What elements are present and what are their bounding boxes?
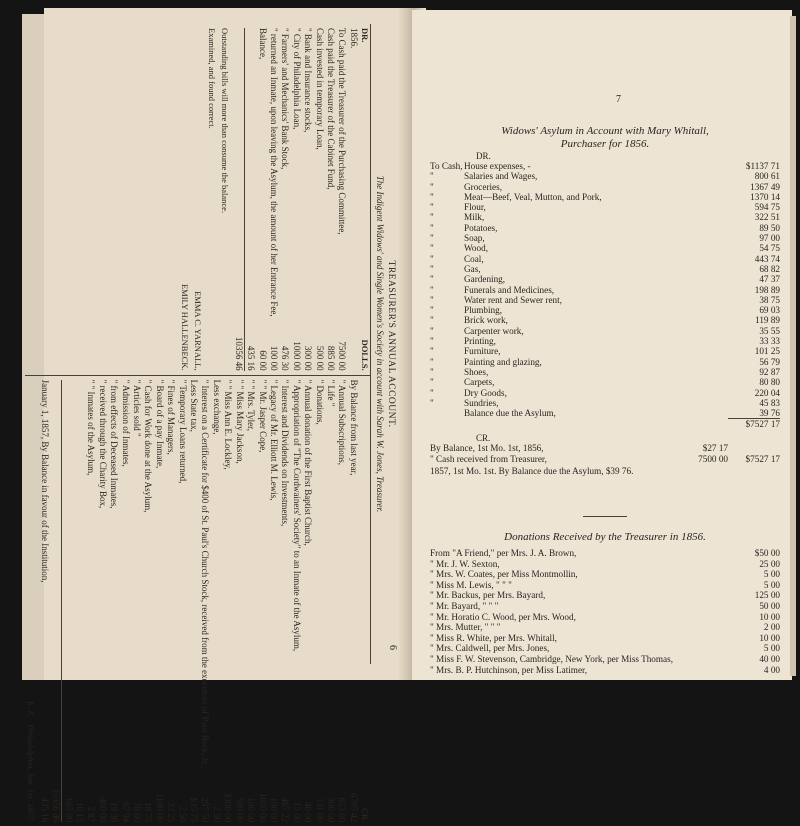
credit-text: By Balance from last year, bbox=[348, 379, 359, 476]
donation-desc: " Mrs. Caldwell, per Mrs. Jones, bbox=[430, 643, 550, 654]
donation-amount: 10 00 bbox=[759, 611, 780, 622]
donation-row bbox=[430, 569, 780, 580]
purchaser-dr: DR. bbox=[476, 151, 491, 161]
purchase-amount: 101 25 bbox=[754, 346, 780, 357]
credit-text: " Interest and Dividends on Investments, bbox=[280, 379, 291, 527]
credit-amount: 2 50 bbox=[211, 806, 222, 823]
purchase-amount: 1370 14 bbox=[750, 191, 780, 202]
credit-text: " " Mrs. Tyler, bbox=[246, 379, 257, 432]
credit-amount: 6785 42 bbox=[348, 793, 359, 823]
debit-amount: 60 00 bbox=[257, 350, 268, 371]
debit-row bbox=[279, 28, 290, 371]
credit-row bbox=[108, 380, 119, 823]
credit-amount: 653 00 bbox=[337, 797, 348, 823]
credit-amount: 400 00 bbox=[97, 797, 108, 823]
credit-row bbox=[62, 380, 73, 823]
debit-column bbox=[25, 24, 370, 376]
closing-line: 1857, 1st Mo. 1st. By Balance due the Asylum, $39 76. bbox=[430, 466, 634, 477]
purchase-row bbox=[430, 388, 780, 398]
debit-amount: 476 30 bbox=[280, 345, 291, 371]
cr-label: CR. bbox=[360, 807, 371, 823]
purchase-desc: Meat—Beef, Veal, Mutton, and Pork, bbox=[464, 191, 602, 202]
purchase-row bbox=[430, 192, 780, 202]
credit-amount: $35 75 bbox=[189, 797, 200, 823]
credit-amount: 300 00 bbox=[325, 797, 336, 823]
donation-amount: 2 00 bbox=[763, 622, 780, 633]
purchase-prefix: " bbox=[430, 253, 434, 264]
credit-text: " Annual donation of the First Baptist Church, bbox=[303, 379, 314, 546]
purchase-amount: 45 83 bbox=[759, 397, 780, 408]
donation-desc: From "A Friend," per Mrs. J. A. Brown, bbox=[430, 548, 577, 559]
purchase-prefix: " bbox=[430, 212, 434, 223]
credit-text: " " Inmates of the Asylum, bbox=[86, 379, 97, 476]
credit-text: " Admission of Inmates, bbox=[120, 379, 131, 467]
credit-text bbox=[74, 380, 85, 769]
donation-row bbox=[430, 654, 780, 665]
cr-sub: 7500 00 bbox=[698, 453, 728, 464]
credit-text bbox=[62, 380, 73, 769]
debit-row bbox=[256, 28, 267, 371]
purchase-prefix: " bbox=[430, 366, 434, 377]
credit-text: " Life " bbox=[325, 379, 336, 407]
credit-row bbox=[325, 380, 336, 823]
purchase-row bbox=[430, 398, 780, 408]
credit-row bbox=[188, 380, 199, 823]
purchase-prefix: " bbox=[430, 294, 434, 305]
purchase-row bbox=[430, 264, 780, 274]
purchase-prefix: " bbox=[430, 274, 434, 285]
purchase-amount: 97 00 bbox=[759, 233, 780, 244]
left-page bbox=[26, 8, 412, 823]
credit-amount: 19 36 bbox=[109, 802, 120, 823]
credit-row bbox=[302, 380, 313, 823]
credit-amount: 18 75 bbox=[143, 802, 154, 823]
debit-text bbox=[245, 28, 256, 317]
credit-row bbox=[222, 380, 233, 823]
credit-amount: 500 00 bbox=[234, 797, 245, 823]
credit-row bbox=[256, 380, 267, 823]
credit-amount: 2 87 bbox=[86, 806, 97, 823]
purchase-desc: Salaries and Wages, bbox=[464, 171, 538, 182]
credit-text: " " Miss Mary Jackson, bbox=[234, 379, 245, 464]
credit-amount: 100 00 bbox=[246, 797, 257, 823]
purchase-desc: Water rent and Sewer rent, bbox=[464, 294, 562, 305]
purchase-row bbox=[430, 295, 780, 305]
credit-row bbox=[119, 380, 130, 823]
purchase-desc: Dry Goods, bbox=[464, 387, 507, 398]
donation-row bbox=[430, 665, 780, 676]
year-label: 1856. bbox=[348, 28, 359, 49]
credit-amount: 10 15 bbox=[75, 802, 86, 823]
donation-amount: 50 00 bbox=[759, 600, 780, 611]
debit-text: " returned an Inmate, upon leaving the Asylum, the amount of her Entrance Fee, bbox=[268, 28, 279, 317]
purchase-amount: 220 04 bbox=[754, 387, 780, 398]
credit-row bbox=[290, 380, 301, 823]
cr-desc: " Cash received from Treasurer, bbox=[430, 453, 547, 464]
credit-row bbox=[176, 380, 187, 823]
credit-amount: 1000 00 bbox=[257, 793, 268, 823]
purchase-amount: 47 37 bbox=[759, 274, 780, 285]
credit-amount: 15 00 bbox=[291, 802, 302, 823]
credit-amount: 40 00 bbox=[303, 802, 314, 823]
purchase-prefix: " bbox=[430, 202, 434, 213]
debit-amount: 100 00 bbox=[268, 345, 279, 371]
purchase-desc: Potatoes, bbox=[464, 222, 498, 233]
donation-amount: 25 00 bbox=[759, 558, 780, 569]
credit-row bbox=[199, 380, 210, 823]
donation-amount: 10 00 bbox=[759, 632, 780, 643]
credit-row bbox=[313, 380, 324, 823]
place-date: Philadelphia, Jan. 1st, 1857. bbox=[26, 724, 37, 823]
purchase-amount: 800 61 bbox=[754, 171, 780, 182]
purchase-desc: Painting and glazing, bbox=[464, 356, 542, 367]
purchase-amount: 35 55 bbox=[759, 325, 780, 336]
credit-amount: 1100 00 bbox=[154, 793, 165, 823]
donation-rows bbox=[430, 548, 780, 675]
purchase-row bbox=[430, 336, 780, 346]
purchase-amount: 443 74 bbox=[754, 253, 780, 264]
purchase-desc: Flour, bbox=[464, 202, 486, 213]
purchase-prefix: " bbox=[430, 346, 434, 357]
purchase-amount: 39 76 bbox=[759, 408, 780, 419]
credit-row bbox=[211, 380, 222, 823]
debit-text: Cash paid the Treasurer of the Cabinet Fund, bbox=[325, 28, 336, 190]
credit-amount: 467 22 bbox=[280, 797, 291, 823]
credit-row bbox=[153, 380, 164, 823]
credit-amount: 67 94 bbox=[120, 802, 131, 823]
debit-row bbox=[245, 28, 256, 371]
purchase-amount: 89 50 bbox=[759, 222, 780, 233]
purchase-desc: Coal, bbox=[464, 253, 484, 264]
purchase-desc: Carpets, bbox=[464, 377, 495, 388]
cr-row bbox=[430, 443, 780, 453]
debit-row bbox=[336, 28, 347, 371]
debit-text: " Farmers' and Mechanics' Bank Stock, bbox=[280, 28, 291, 170]
purchase-desc: Shoes, bbox=[464, 366, 489, 377]
purchase-amount: $1137 71 bbox=[745, 161, 780, 171]
purchase-prefix: " bbox=[430, 191, 434, 202]
debit-row bbox=[325, 28, 336, 371]
donation-row bbox=[430, 590, 780, 601]
credit-text: " Donations, bbox=[314, 379, 325, 425]
purchase-prefix: " bbox=[430, 181, 434, 192]
purchase-amount: 322 51 bbox=[754, 212, 780, 223]
purchase-desc: Printing, bbox=[464, 336, 496, 347]
credit-amount: $300 00 bbox=[223, 793, 234, 823]
purchase-desc: House expenses, - bbox=[464, 161, 531, 171]
credit-amount: 331 00 bbox=[314, 797, 325, 823]
donation-desc: " Mrs. B. P. Hutchinson, per Miss Latimer, bbox=[430, 664, 588, 675]
debit-row bbox=[268, 28, 279, 371]
donation-row bbox=[430, 580, 780, 591]
debit-amount: 885 00 bbox=[325, 345, 336, 371]
cr-amount bbox=[728, 443, 780, 453]
credit-text: " " Mr. Jasper Cope, bbox=[257, 379, 268, 453]
donation-amount: 5 00 bbox=[763, 579, 780, 590]
purchase-row bbox=[430, 305, 780, 315]
purchase-prefix: " bbox=[430, 263, 434, 274]
credit-text: Less exchange, bbox=[211, 379, 222, 435]
purchase-row bbox=[430, 202, 780, 212]
purchase-desc: Sundries, bbox=[464, 397, 499, 408]
credit-row bbox=[96, 380, 107, 823]
purchase-row bbox=[430, 408, 780, 418]
credit-row bbox=[279, 380, 290, 823]
donation-amount: 5 00 bbox=[763, 643, 780, 654]
donations-heading: Donations Received by the Treasurer in 1856. bbox=[504, 531, 706, 544]
purchaser-heading: Widows' Asylum in Account with Mary Whitall, bbox=[501, 125, 709, 137]
donation-desc: " Mrs. W. Coates, per Miss Montmollin, bbox=[430, 569, 578, 580]
purchase-prefix: To Cash, bbox=[430, 161, 463, 171]
purchase-desc: Wood, bbox=[464, 243, 489, 254]
debit-row bbox=[302, 28, 313, 371]
credit-amount: 33 25 bbox=[166, 802, 177, 823]
credit-text: " received through the Charity Box, bbox=[97, 379, 108, 509]
debit-row bbox=[290, 28, 301, 371]
purchase-prefix: " bbox=[430, 233, 434, 244]
credit-row bbox=[131, 380, 142, 823]
donation-row bbox=[430, 633, 780, 644]
dollars-header: DOLLS. bbox=[360, 339, 371, 371]
donation-row bbox=[430, 559, 780, 570]
credit-text: " Fines of Managers, bbox=[166, 379, 177, 455]
purchase-amount: 56 79 bbox=[759, 356, 780, 367]
credit-row bbox=[268, 380, 279, 823]
donation-row bbox=[430, 622, 780, 633]
purchase-prefix: " bbox=[430, 171, 434, 182]
donation-row bbox=[430, 601, 780, 612]
credit-amount: 165 00 bbox=[63, 797, 74, 823]
purchase-amount: 198 89 bbox=[754, 284, 780, 295]
credit-row bbox=[74, 380, 85, 823]
debit-amount: 1000 00 bbox=[291, 341, 302, 371]
debit-text: Cash invested in temporary Loan, bbox=[314, 28, 325, 150]
debit-text: " City of Philadelphia Loan, bbox=[291, 28, 302, 130]
credit-text: " Interest on a Certificate for $400 of St. Paul's Church Stock, received from the executors of Paul Beck, Jr., bbox=[200, 379, 211, 769]
donation-desc: " Mr. J. W. Sexton, bbox=[430, 558, 500, 569]
credit-amount: 78 00 bbox=[132, 802, 143, 823]
purchase-row bbox=[430, 346, 780, 356]
purchase-amount: 92 87 bbox=[759, 366, 780, 377]
cr-sub: $27 17 bbox=[702, 443, 728, 454]
treasurer-account-rotated bbox=[26, 24, 398, 823]
purchase-desc: Furniture, bbox=[464, 346, 501, 357]
purchase-row bbox=[430, 315, 780, 325]
purchase-row bbox=[430, 223, 780, 233]
purchase-prefix: " bbox=[430, 387, 434, 398]
credit-text: " Temporary Loans returned, bbox=[177, 379, 188, 484]
purchase-prefix: " bbox=[430, 377, 434, 388]
purchase-desc: Funerals and Medicines, bbox=[464, 284, 555, 295]
purchase-row bbox=[430, 233, 780, 243]
purchase-row bbox=[430, 357, 780, 367]
debit-text: To Cash paid the Treasurer of the Purchasing Committee, bbox=[337, 28, 348, 235]
credit-row bbox=[233, 380, 244, 823]
auditor-1: EMMA C. YARNALL, bbox=[193, 291, 204, 371]
purchase-prefix: " bbox=[430, 397, 434, 408]
left-page-number: 6 bbox=[387, 645, 398, 650]
credit-rows bbox=[62, 380, 359, 823]
purchase-prefix: " bbox=[430, 305, 434, 316]
debit-total: 10356 46 bbox=[233, 336, 244, 371]
purchase-prefix: " bbox=[430, 243, 434, 254]
purchase-row bbox=[430, 161, 780, 171]
debit-amount: 7500 00 bbox=[337, 341, 348, 371]
debit-amount: 500 00 bbox=[314, 345, 325, 371]
purchase-amount: 80 80 bbox=[759, 377, 780, 388]
purchase-amount: 1367 49 bbox=[750, 181, 780, 192]
purchase-prefix: " bbox=[430, 325, 434, 336]
donation-amount: 5 00 bbox=[763, 569, 780, 580]
debit-row bbox=[313, 28, 324, 371]
purchase-desc: Milk, bbox=[464, 212, 485, 223]
purchase-row bbox=[430, 285, 780, 295]
credit-text: Less State tax, bbox=[189, 379, 200, 432]
credit-text: " Annual Subscriptions, bbox=[337, 379, 348, 466]
purchase-row bbox=[430, 377, 780, 387]
purchase-rows bbox=[430, 161, 780, 418]
purchase-prefix: " bbox=[430, 222, 434, 233]
purchase-amount: 69 03 bbox=[759, 305, 780, 316]
donation-desc: " Miss F. W. Stevenson, Cambridge, New York, per Miss Thomas, bbox=[430, 653, 674, 664]
purchase-desc: Brick work, bbox=[464, 315, 508, 326]
purchase-amount: 33 33 bbox=[759, 336, 780, 347]
purchase-desc: Gas, bbox=[464, 263, 481, 274]
debit-amount: 300 00 bbox=[303, 345, 314, 371]
debit-text: Balance, bbox=[257, 28, 268, 60]
purchase-desc: Carpenter work, bbox=[464, 325, 524, 336]
credit-row bbox=[245, 380, 256, 823]
debit-text: " Bank and Insurance stocks, bbox=[303, 28, 314, 133]
donation-row bbox=[430, 643, 780, 654]
purchase-row bbox=[430, 367, 780, 377]
credit-text: " Legacy of Mr. Elliott M. Lewis, bbox=[268, 379, 279, 501]
credit-row bbox=[165, 380, 176, 823]
purchase-amount: 68 82 bbox=[759, 263, 780, 274]
donation-desc: " Mr. Backus, per Mrs. Bayard, bbox=[430, 590, 546, 601]
balance-amount: 435 16 bbox=[39, 797, 50, 823]
debit-amount: 435 16 bbox=[246, 345, 257, 371]
purchase-row bbox=[430, 274, 780, 284]
purchase-prefix bbox=[430, 408, 464, 418]
purchase-prefix: " bbox=[430, 336, 434, 347]
treasurer-title: TREASURER'S ANNUAL ACCOUNT. bbox=[386, 260, 396, 428]
credit-row bbox=[142, 380, 153, 823]
purchase-amount: 594 75 bbox=[754, 202, 780, 213]
donation-desc: " Mr. Bayard, " " " bbox=[430, 600, 499, 611]
treasurer-ledger bbox=[25, 24, 371, 823]
footnote: Outstanding bills will more than consume the balance. bbox=[220, 28, 231, 214]
purchase-prefix: " bbox=[430, 284, 434, 295]
donation-amount: 125 00 bbox=[754, 590, 780, 601]
purchase-amount: 119 89 bbox=[755, 315, 780, 326]
dr-label: DR. bbox=[360, 28, 371, 43]
purchase-desc: Balance due the Asylum, bbox=[464, 408, 556, 419]
purchase-desc: Soap, bbox=[464, 233, 485, 244]
debit-rows bbox=[245, 28, 348, 371]
purchase-row bbox=[430, 326, 780, 336]
purchase-row bbox=[430, 243, 780, 253]
examined-note: Examined, and found correct. bbox=[206, 28, 217, 129]
donation-row bbox=[430, 612, 780, 623]
credit-amount: 100 00 bbox=[268, 797, 279, 823]
credit-amount: 2 50 bbox=[177, 806, 188, 823]
purchaser-cr: CR. bbox=[476, 433, 491, 444]
initials: E. E. bbox=[26, 701, 37, 718]
credit-text: " " Miss Ann E. Lockley, bbox=[223, 379, 234, 470]
cr-row bbox=[430, 454, 780, 464]
credit-text: " Board of a pay Inmate, bbox=[154, 379, 165, 469]
purchase-desc: Gardening, bbox=[464, 274, 506, 285]
donation-amount: 4 00 bbox=[763, 664, 780, 675]
credit-row bbox=[347, 380, 358, 823]
cr-rows bbox=[430, 443, 780, 464]
purchase-amount: 38 75 bbox=[759, 294, 780, 305]
credit-row bbox=[336, 380, 347, 823]
credit-text: " from effects of Deceased Inmates, bbox=[109, 379, 120, 509]
purchaser-account bbox=[430, 125, 780, 675]
cr-desc: By Balance, 1st Mo. 1st, 1856, bbox=[430, 443, 544, 454]
donation-desc: " Miss R. White, per Mrs. Whitall, bbox=[430, 632, 557, 643]
donation-desc: " Mrs. Mutter, " " " bbox=[430, 622, 501, 633]
cr-amount: $7527 17 bbox=[745, 453, 780, 464]
right-page-number: 7 bbox=[616, 94, 621, 105]
purchase-total: $7527 17 bbox=[745, 419, 780, 430]
purchase-row bbox=[430, 212, 780, 222]
credit-row bbox=[85, 380, 96, 823]
credit-amount: 297 50 bbox=[200, 797, 211, 823]
purchase-prefix: " bbox=[430, 315, 434, 326]
credit-text: " Cash for Work done at the Asylum, bbox=[143, 379, 154, 513]
balance-line: January 1, 1857, By Balance in favour of the Institution, bbox=[39, 379, 50, 583]
purchase-desc: Groceries, bbox=[464, 181, 503, 192]
purchase-prefix: " bbox=[430, 356, 434, 367]
purchase-row bbox=[430, 182, 780, 192]
credit-text: " Articles sold " bbox=[132, 379, 143, 437]
credit-column bbox=[25, 376, 370, 826]
donation-amount: $50 00 bbox=[754, 548, 780, 559]
donation-row bbox=[430, 548, 780, 559]
treasurer-subtitle: The Indigent Widows' and Single Women's Society in account with Sarah W. Jones, Treasurer. bbox=[374, 175, 385, 513]
purchase-amount: 54 75 bbox=[759, 243, 780, 254]
purchaser-subheading: Purchaser for 1856. bbox=[560, 138, 650, 150]
purchase-desc: Plumbing, bbox=[464, 305, 503, 316]
donation-amount: 40 00 bbox=[759, 653, 780, 664]
purchase-row bbox=[430, 171, 780, 181]
credit-total: 10356 46 bbox=[51, 788, 62, 823]
credit-text: " Appropriation of "The Cordwainers' Society" to an Inmate of the Asylum, bbox=[291, 379, 302, 652]
auditor-2: EMILY HALLENBECK. bbox=[180, 283, 191, 371]
donation-desc: " Miss M. Lewis, " " " bbox=[430, 579, 512, 590]
donation-desc: " Mr. Horatio C. Wood, per Mrs. Wood, bbox=[430, 611, 576, 622]
purchase-row bbox=[430, 254, 780, 264]
right-edge bbox=[790, 16, 796, 676]
